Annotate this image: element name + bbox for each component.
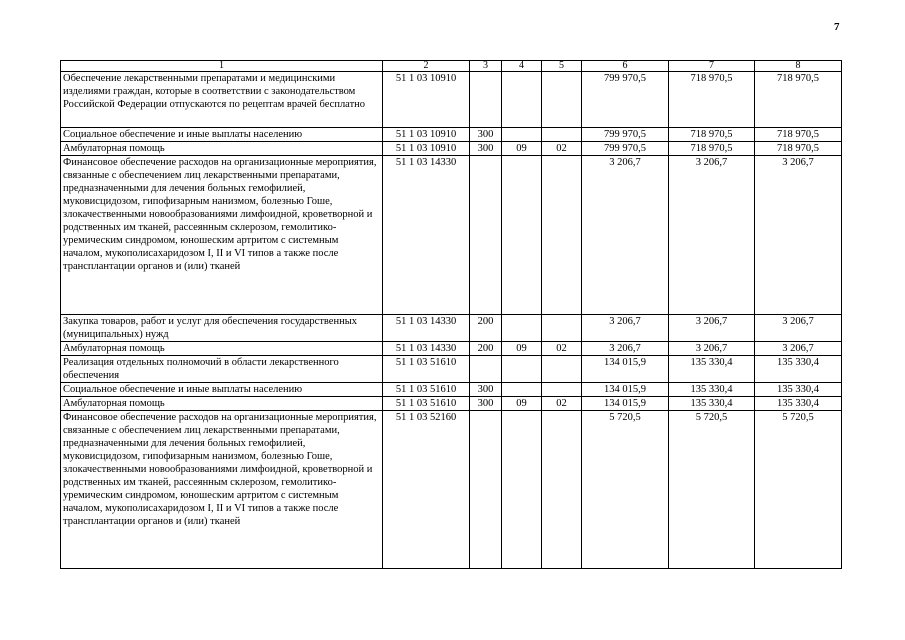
row-expense-type: 300 — [470, 142, 502, 156]
row-value-7: 718 970,5 — [669, 72, 755, 128]
page-number: 7 — [834, 21, 840, 33]
row-subsection — [542, 72, 582, 128]
row-expense-type: 300 — [470, 128, 502, 142]
row-subsection: 02 — [542, 397, 582, 411]
row-value-8: 135 330,4 — [755, 356, 842, 383]
row-value-8: 3 206,7 — [755, 156, 842, 315]
column-header: 5 — [542, 61, 582, 72]
row-subsection — [542, 315, 582, 342]
row-code: 51 1 03 14330 — [383, 315, 470, 342]
row-value-7: 718 970,5 — [669, 128, 755, 142]
row-value-8: 718 970,5 — [755, 128, 842, 142]
table-row — [61, 356, 842, 383]
row-code: 51 1 03 14330 — [383, 156, 470, 315]
budget-table — [60, 60, 842, 569]
column-header: 2 — [383, 61, 470, 72]
row-value-6: 3 206,7 — [582, 342, 669, 356]
row-value-6: 3 206,7 — [582, 315, 669, 342]
row-code: 51 1 03 51610 — [383, 356, 470, 383]
row-subsection: 02 — [542, 142, 582, 156]
row-name: Амбулаторная помощь — [61, 397, 383, 411]
table-row — [61, 397, 842, 411]
row-value-7: 135 330,4 — [669, 356, 755, 383]
row-code: 51 1 03 51610 — [383, 397, 470, 411]
row-section: 09 — [502, 142, 542, 156]
row-section — [502, 383, 542, 397]
table-row — [61, 156, 842, 315]
row-code: 51 1 03 10910 — [383, 72, 470, 128]
column-header: 7 — [669, 61, 755, 72]
table-row — [61, 315, 842, 342]
row-expense-type: 300 — [470, 383, 502, 397]
row-value-8: 135 330,4 — [755, 383, 842, 397]
row-section — [502, 356, 542, 383]
row-value-6: 134 015,9 — [582, 397, 669, 411]
row-section — [502, 411, 542, 569]
row-value-7: 135 330,4 — [669, 383, 755, 397]
row-name: Реализация отдельных полномочий в области лекарственного обеспечения — [61, 356, 383, 383]
row-value-8: 3 206,7 — [755, 342, 842, 356]
row-expense-type — [470, 72, 502, 128]
row-value-7: 3 206,7 — [669, 315, 755, 342]
row-value-6: 5 720,5 — [582, 411, 669, 569]
row-name: Закупка товаров, работ и услуг для обеспечения государственных (муниципальных) нужд — [61, 315, 383, 342]
column-header: 4 — [502, 61, 542, 72]
row-name: Финансовое обеспечение расходов на организационные мероприятия, связанные с обеспечением лиц лекарственными препаратами, предназначенными для лечения больных гемофилией, муковисцидозом, гипофизарным нанизмом, болезнью Гоше, злокачественными новообразованиями лимфоидной, кроветворной и родственных им тканей, рассеянным склерозом, гемолитико-уремическим синдромом, юношеским артритом с системным началом, мукополисахаридозом I, II и VI типов а также после трансплантации органов и (или) тканей — [61, 411, 383, 569]
column-header: 3 — [470, 61, 502, 72]
table-row — [61, 128, 842, 142]
row-value-7: 718 970,5 — [669, 142, 755, 156]
row-name: Амбулаторная помощь — [61, 342, 383, 356]
row-expense-type: 200 — [470, 342, 502, 356]
column-header: 6 — [582, 61, 669, 72]
row-value-7: 135 330,4 — [669, 397, 755, 411]
row-value-6: 134 015,9 — [582, 383, 669, 397]
row-value-8: 3 206,7 — [755, 315, 842, 342]
row-expense-type — [470, 156, 502, 315]
row-expense-type: 200 — [470, 315, 502, 342]
row-name: Социальное обеспечение и иные выплаты населению — [61, 383, 383, 397]
table-row — [61, 342, 842, 356]
row-value-7: 5 720,5 — [669, 411, 755, 569]
row-value-7: 3 206,7 — [669, 156, 755, 315]
row-value-6: 134 015,9 — [582, 356, 669, 383]
row-section — [502, 72, 542, 128]
row-code: 51 1 03 51610 — [383, 383, 470, 397]
row-code: 51 1 03 14330 — [383, 342, 470, 356]
row-subsection — [542, 411, 582, 569]
row-value-6: 799 970,5 — [582, 72, 669, 128]
row-value-6: 3 206,7 — [582, 156, 669, 315]
row-name: Финансовое обеспечение расходов на организационные мероприятия, связанные с обеспечением лиц лекарственными препаратами, предназначенными для лечения больных гемофилией, муковисцидозом, гипофизарным нанизмом, болезнью Гоше, злокачественными новообразованиями лимфоидной, кроветворной и родственных им тканей, рассеянным склерозом, гемолитико-уремическим синдромом, юношеским артритом с системным началом, мукополисахаридозом I, II и VI типов а также после трансплантации органов и (или) тканей — [61, 156, 383, 315]
column-header: 1 — [61, 61, 383, 72]
table-row — [61, 72, 842, 128]
row-expense-type: 300 — [470, 397, 502, 411]
row-subsection — [542, 156, 582, 315]
row-value-6: 799 970,5 — [582, 128, 669, 142]
row-section — [502, 156, 542, 315]
row-subsection: 02 — [542, 342, 582, 356]
row-value-8: 718 970,5 — [755, 142, 842, 156]
row-name: Социальное обеспечение и иные выплаты населению — [61, 128, 383, 142]
row-code: 51 1 03 52160 — [383, 411, 470, 569]
row-section: 09 — [502, 397, 542, 411]
row-value-8: 5 720,5 — [755, 411, 842, 569]
row-section — [502, 315, 542, 342]
table-row — [61, 411, 842, 569]
row-section: 09 — [502, 342, 542, 356]
table-row — [61, 142, 842, 156]
column-header: 8 — [755, 61, 842, 72]
row-subsection — [542, 383, 582, 397]
row-expense-type — [470, 356, 502, 383]
row-name: Обеспечение лекарственными препаратами и медицинскими изделиями граждан, которые в соответствии с законодательством Российской Федерации отпускаются по рецептам врачей бесплатно — [61, 72, 383, 128]
row-value-6: 799 970,5 — [582, 142, 669, 156]
row-value-8: 135 330,4 — [755, 397, 842, 411]
row-subsection — [542, 128, 582, 142]
row-name: Амбулаторная помощь — [61, 142, 383, 156]
header-row — [61, 61, 842, 72]
row-expense-type — [470, 411, 502, 569]
row-section — [502, 128, 542, 142]
row-value-8: 718 970,5 — [755, 72, 842, 128]
row-code: 51 1 03 10910 — [383, 128, 470, 142]
row-value-7: 3 206,7 — [669, 342, 755, 356]
row-subsection — [542, 356, 582, 383]
table-row — [61, 383, 842, 397]
row-code: 51 1 03 10910 — [383, 142, 470, 156]
